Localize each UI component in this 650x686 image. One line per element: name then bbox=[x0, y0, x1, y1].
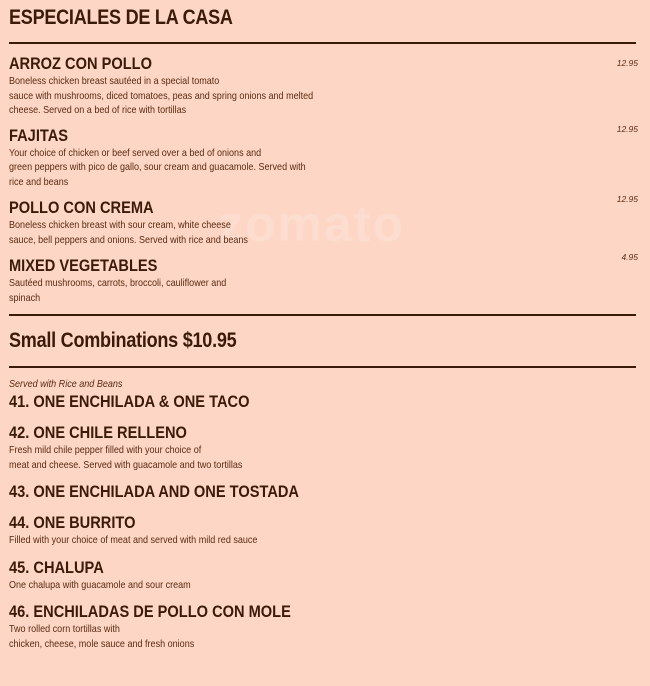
description-line: cheese. Served on a bed of rice with tortillas bbox=[9, 104, 187, 116]
divider bbox=[9, 366, 636, 368]
item-name: 45. CHALUPA bbox=[9, 557, 104, 577]
item-description bbox=[9, 276, 306, 305]
item-description bbox=[9, 578, 306, 593]
menu-item bbox=[9, 194, 638, 247]
item-name: ARROZ CON POLLO bbox=[9, 54, 152, 73]
item-description bbox=[9, 146, 306, 190]
item-name: FAJITAS bbox=[9, 125, 69, 145]
item-description bbox=[9, 533, 306, 548]
item-price: 12.95 bbox=[616, 123, 638, 134]
divider bbox=[9, 42, 636, 44]
combination-item bbox=[9, 513, 637, 548]
description-line: meat and cheese. Served with guacamole and two tortillas bbox=[9, 458, 243, 471]
combination-item bbox=[9, 558, 637, 593]
description-line: Sautéed mushrooms, carrots, broccoli, cauliflower and bbox=[9, 277, 227, 289]
item-name: 44. ONE BURRITO bbox=[9, 513, 136, 532]
combination-item bbox=[9, 482, 637, 502]
description-line: Boneless chicken breast with sour cream, white cheese bbox=[9, 219, 231, 231]
description-line: Fresh mild chile pepper filled with your choice of bbox=[9, 444, 202, 456]
description-line: sauce with mushrooms, diced tomatoes, peas and spring onions and melted bbox=[9, 89, 314, 102]
section-title-small-combinations: Small Combinations $10.95 bbox=[9, 329, 237, 352]
item-description bbox=[9, 622, 306, 651]
zomato-watermark: zomato bbox=[218, 196, 405, 252]
item-name: MIXED VEGETABLES bbox=[9, 256, 158, 275]
description-line: Filled with your choice of meat and served with mild red sauce bbox=[9, 534, 258, 546]
item-name: 42. ONE CHILE RELLENO bbox=[9, 423, 187, 442]
divider bbox=[9, 314, 636, 316]
description-line: spinach bbox=[9, 291, 41, 304]
description-line: Boneless chicken breast sautéed in a special tomato bbox=[9, 75, 220, 87]
item-price: 12.95 bbox=[616, 194, 638, 204]
item-description bbox=[9, 443, 306, 472]
item-price: 4.95 bbox=[621, 252, 638, 262]
description-line: Your choice of chicken or beef served over a bed of onions and bbox=[9, 146, 262, 159]
description-line: green peppers with pico de gallo, sour cream and guacamole. Served with bbox=[9, 161, 306, 173]
menu-item bbox=[9, 252, 638, 305]
combination-item bbox=[9, 602, 637, 651]
description-line: rice and beans bbox=[9, 175, 69, 188]
menu-item bbox=[9, 54, 637, 118]
description-line: One chalupa with guacamole and sour cream bbox=[9, 578, 191, 591]
combination-item bbox=[9, 423, 637, 472]
combination-note: Served with Rice and Beans bbox=[9, 378, 123, 390]
menu-page bbox=[9, 0, 637, 651]
item-name: 43. ONE ENCHILADA AND ONE TOSTADA bbox=[9, 482, 299, 501]
item-description bbox=[9, 218, 306, 247]
item-name: 46. ENCHILADAS DE POLLO CON MOLE bbox=[9, 602, 291, 621]
section-especiales bbox=[9, 4, 637, 305]
item-price: 12.95 bbox=[616, 58, 638, 68]
description-line: Two rolled corn tortillas with bbox=[9, 623, 120, 635]
combination-item bbox=[9, 392, 637, 412]
section-title-especiales: ESPECIALES DE LA CASA bbox=[9, 6, 233, 29]
section-small-combinations bbox=[9, 314, 637, 651]
description-line: chicken, cheese, mole sauce and fresh onions bbox=[9, 637, 195, 650]
item-name: POLLO CON CREMA bbox=[9, 198, 154, 217]
description-line: sauce, bell peppers and onions. Served with rice and beans bbox=[9, 233, 248, 246]
item-name: 41. ONE ENCHILADA & ONE TACO bbox=[9, 392, 250, 411]
item-description bbox=[9, 74, 314, 118]
menu-item bbox=[9, 123, 638, 190]
